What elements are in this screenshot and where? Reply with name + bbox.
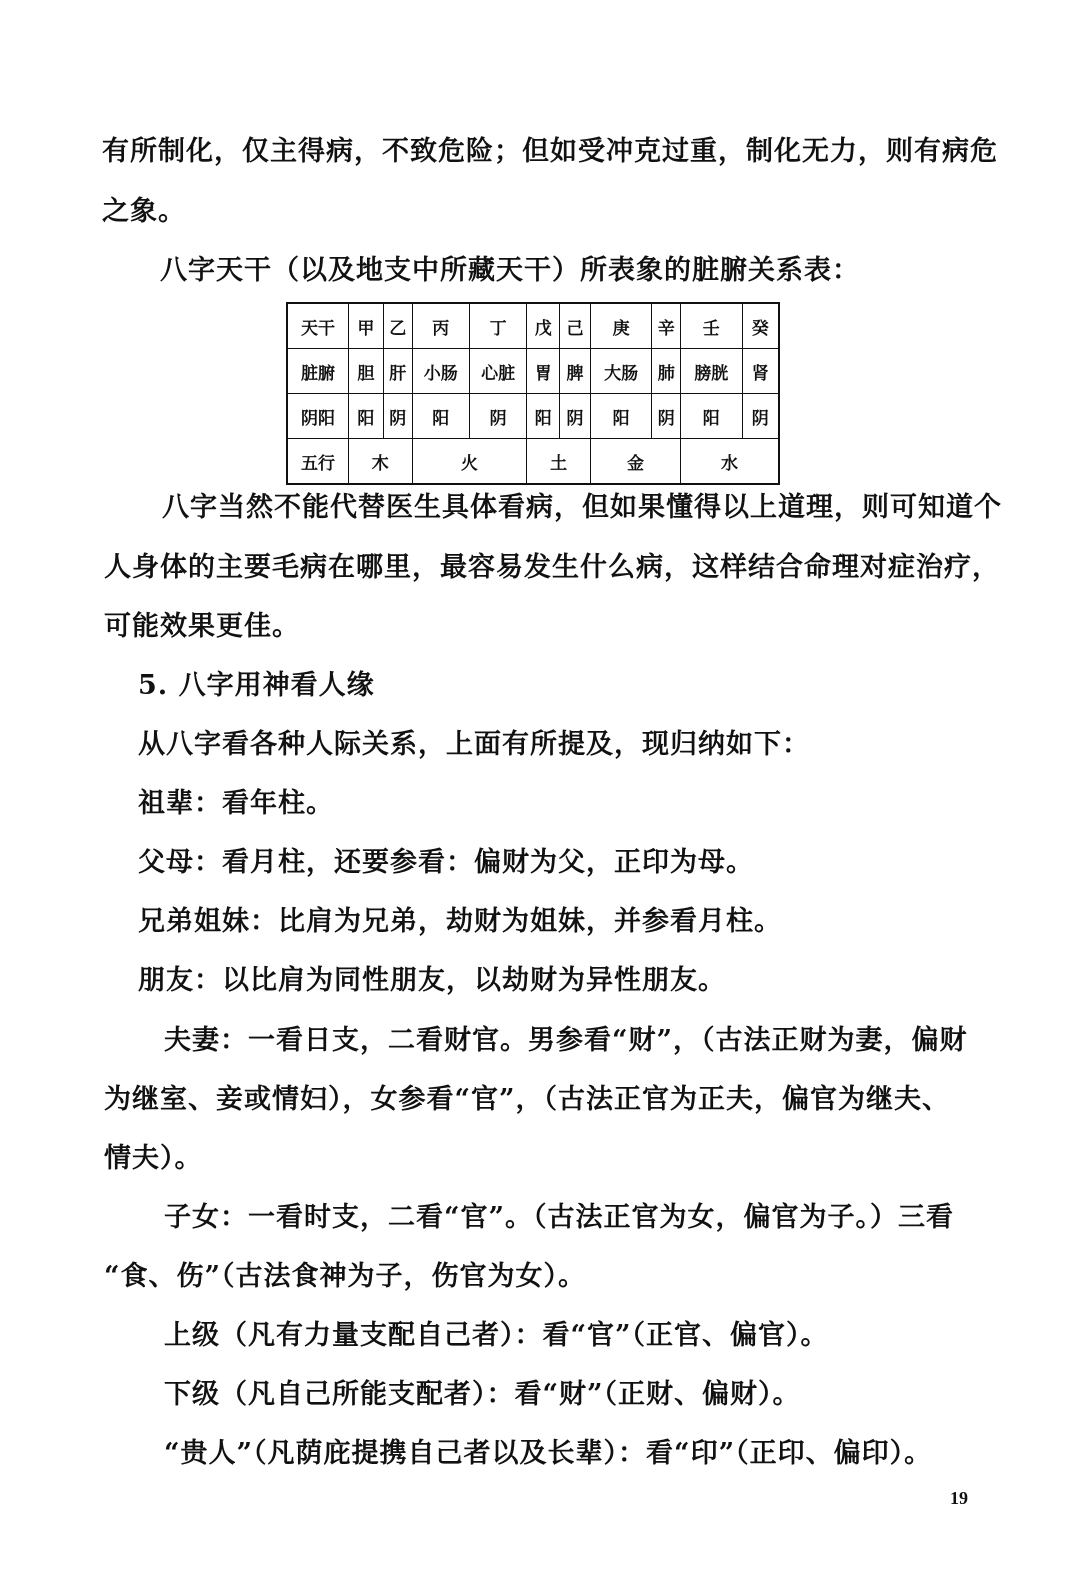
table-cell: 木	[349, 439, 413, 485]
table-cell: 脏腑	[287, 349, 349, 394]
paragraph-line: 下级（凡自己所能支配者）：看“财”（正财、偏财）。	[164, 1379, 801, 1410]
table-cell: 阳	[527, 394, 560, 439]
table-cell: 胆	[349, 349, 384, 394]
table-cell: 五行	[287, 439, 349, 485]
table-row-stems	[287, 303, 779, 349]
paragraph-line: 子女：一看时支，二看“官”。（古法正官为女，偏官为子。）三看	[164, 1202, 955, 1233]
table-cell: 阴	[652, 394, 681, 439]
paragraph-line: 为继室、妾或情妇），女参看“官”，（古法正官为正夫，偏官为继夫、	[104, 1084, 951, 1115]
table-cell: 阴	[469, 394, 526, 439]
paragraph-line: “贵人”（凡荫庇提携自己者以及长辈）：看“印”（正印、偏印）。	[164, 1438, 933, 1469]
table-cell: 心脏	[469, 349, 526, 394]
table-cell: 土	[527, 439, 591, 485]
paragraph-line: 夫妻：一看日支，二看财官。男参看“财”，（古法正财为妻，偏财	[164, 1025, 968, 1056]
paragraph-line: 可能效果更佳。	[104, 611, 300, 642]
table-cell: 阳	[412, 394, 469, 439]
table-cell: 辛	[652, 303, 681, 349]
paragraph-line: “食、伤”（古法食神为子，伤官为女）。	[104, 1261, 587, 1292]
table-cell: 胃	[527, 349, 560, 394]
table-cell: 阴	[742, 394, 779, 439]
paragraph-line: 上级（凡有力量支配自己者）：看“官”（正官、偏官）。	[164, 1320, 829, 1351]
table-cell: 癸	[742, 303, 779, 349]
table-cell: 大肠	[590, 349, 652, 394]
table-cell: 阳	[681, 394, 743, 439]
table-cell: 戊	[527, 303, 560, 349]
paragraph-line: 情夫）。	[104, 1143, 203, 1174]
paragraph-line: 之象。	[102, 196, 186, 227]
section-heading: 5. 八字用神看人缘	[138, 670, 375, 701]
table-cell: 膀胱	[681, 349, 743, 394]
table-cell: 天干	[287, 303, 349, 349]
paragraph-line: 祖辈：看年柱。	[138, 788, 334, 819]
table-cell: 乙	[383, 303, 412, 349]
table-cell: 己	[560, 303, 591, 349]
paragraph-line: 有所制化，仅主得病，不致危险；但如受冲克过重，制化无力，则有病危	[102, 136, 998, 167]
table-cell: 阴	[383, 394, 412, 439]
table-cell: 甲	[349, 303, 384, 349]
table-cell: 脾	[560, 349, 591, 394]
page-number: 19	[950, 1488, 968, 1508]
organ-relation-table	[286, 302, 780, 485]
table-cell: 小肠	[412, 349, 469, 394]
table-cell: 水	[681, 439, 779, 485]
table-cell: 火	[412, 439, 527, 485]
paragraph-line: 父母：看月柱，还要参看：偏财为父，正印为母。	[138, 847, 754, 878]
table-cell: 丁	[469, 303, 526, 349]
table-cell: 庚	[590, 303, 652, 349]
table-row-yinyang	[287, 394, 779, 439]
table-row-elements	[287, 439, 779, 485]
table-cell: 肝	[383, 349, 412, 394]
table-cell: 金	[590, 439, 680, 485]
table-cell: 阳	[590, 394, 652, 439]
table-cell: 丙	[412, 303, 469, 349]
paragraph-line: 人身体的主要毛病在哪里，最容易发生什么病，这样结合命理对症治疗，	[104, 552, 1000, 583]
table-intro: 八字天干（以及地支中所藏天干）所表象的脏腑关系表：	[160, 255, 860, 286]
paragraph-line: 八字当然不能代替医生具体看病，但如果懂得以上道理，则可知道个	[162, 492, 1002, 523]
paragraph-line: 兄弟姐妹：比肩为兄弟，劫财为姐妹，并参看月柱。	[138, 906, 782, 937]
paragraph-line: 从八字看各种人际关系，上面有所提及，现归纳如下：	[138, 729, 810, 760]
table-cell: 阴	[560, 394, 591, 439]
table-cell: 肾	[742, 349, 779, 394]
table-cell: 阴阳	[287, 394, 349, 439]
table-row-organs	[287, 349, 779, 394]
paragraph-line: 朋友：以比肩为同性朋友，以劫财为异性朋友。	[138, 965, 726, 996]
table-cell: 阳	[349, 394, 384, 439]
table-cell: 壬	[681, 303, 743, 349]
table-cell: 肺	[652, 349, 681, 394]
